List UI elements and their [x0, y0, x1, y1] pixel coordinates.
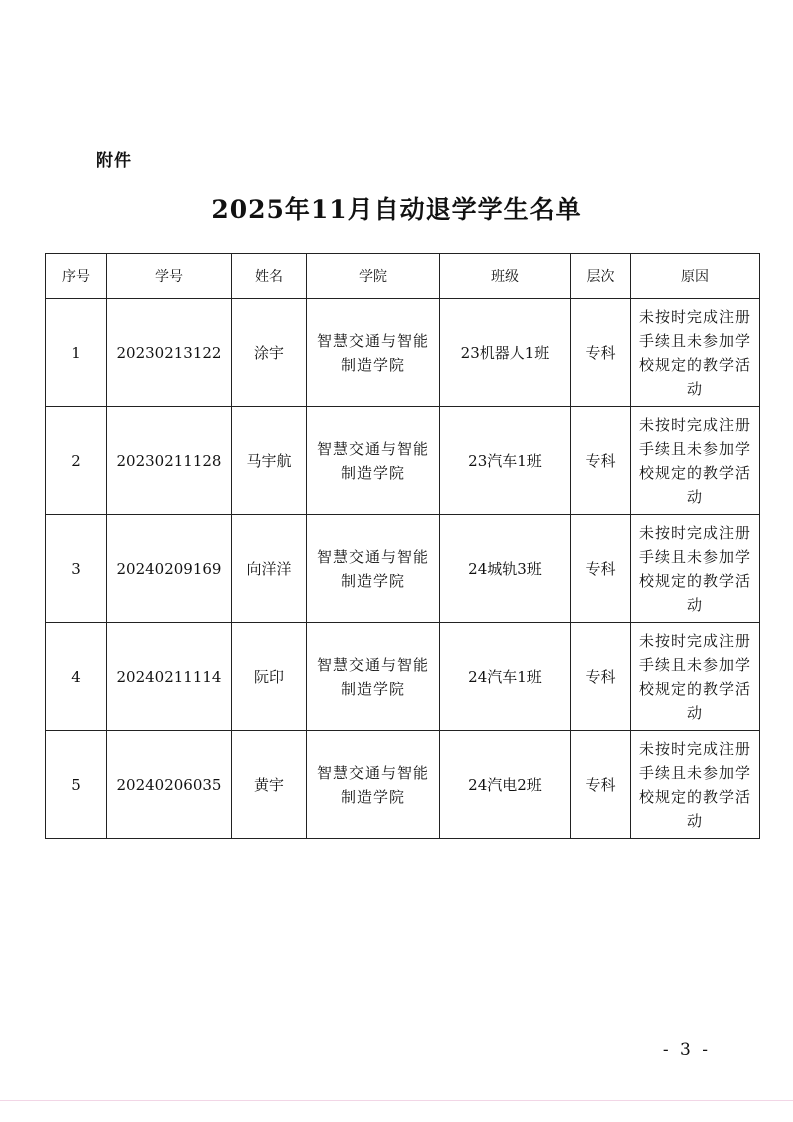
cell-college: 智慧交通与智能制造学院 [307, 731, 440, 839]
cell-reason: 未按时完成注册手续且未参加学校规定的教学活动 [631, 731, 760, 839]
cell-name: 涂宇 [232, 299, 307, 407]
cell-name: 向洋洋 [232, 515, 307, 623]
cell-level: 专科 [571, 623, 631, 731]
cell-student-id: 20240209169 [107, 515, 232, 623]
cell-college: 智慧交通与智能制造学院 [307, 407, 440, 515]
header-level: 层次 [571, 254, 631, 299]
cell-class: 23机器人1班 [440, 299, 571, 407]
table-header [46, 254, 760, 299]
table-row [46, 407, 760, 515]
table-row [46, 299, 760, 407]
cell-name: 马宇航 [232, 407, 307, 515]
header-college: 学院 [307, 254, 440, 299]
cell-index: 2 [46, 407, 107, 515]
table-row [46, 623, 760, 731]
header-reason: 原因 [631, 254, 760, 299]
cell-name: 黄宇 [232, 731, 307, 839]
cell-level: 专科 [571, 299, 631, 407]
cell-reason: 未按时完成注册手续且未参加学校规定的教学活动 [631, 623, 760, 731]
cell-index: 3 [46, 515, 107, 623]
cell-class: 24城轨3班 [440, 515, 571, 623]
cell-college: 智慧交通与智能制造学院 [307, 623, 440, 731]
cell-class: 24汽车1班 [440, 623, 571, 731]
student-withdrawal-table [45, 253, 760, 839]
cell-reason: 未按时完成注册手续且未参加学校规定的教学活动 [631, 299, 760, 407]
cell-name: 阮印 [232, 623, 307, 731]
document-title: 2025年11月自动退学学生名单 [211, 195, 582, 224]
cell-index: 4 [46, 623, 107, 731]
cell-student-id: 20240211114 [107, 623, 232, 731]
cell-college: 智慧交通与智能制造学院 [307, 515, 440, 623]
attachment-label: 附件 [96, 151, 132, 171]
cell-level: 专科 [571, 731, 631, 839]
cell-level: 专科 [571, 407, 631, 515]
header-name: 姓名 [232, 254, 307, 299]
cell-reason: 未按时完成注册手续且未参加学校规定的教学活动 [631, 407, 760, 515]
cell-student-id: 20240206035 [107, 731, 232, 839]
cell-college: 智慧交通与智能制造学院 [307, 299, 440, 407]
header-student-id: 学号 [107, 254, 232, 299]
cell-class: 24汽电2班 [440, 731, 571, 839]
cell-student-id: 20230211128 [107, 407, 232, 515]
cell-reason: 未按时完成注册手续且未参加学校规定的教学活动 [631, 515, 760, 623]
page-number: - 3 - [662, 1040, 711, 1060]
header-row [46, 254, 760, 299]
cell-level: 专科 [571, 515, 631, 623]
header-class: 班级 [440, 254, 571, 299]
table-row [46, 731, 760, 839]
table-body [46, 299, 760, 839]
header-index: 序号 [46, 254, 107, 299]
footer-divider [0, 1100, 793, 1101]
table-row [46, 515, 760, 623]
cell-student-id: 20230213122 [107, 299, 232, 407]
cell-index: 1 [46, 299, 107, 407]
cell-index: 5 [46, 731, 107, 839]
cell-class: 23汽车1班 [440, 407, 571, 515]
